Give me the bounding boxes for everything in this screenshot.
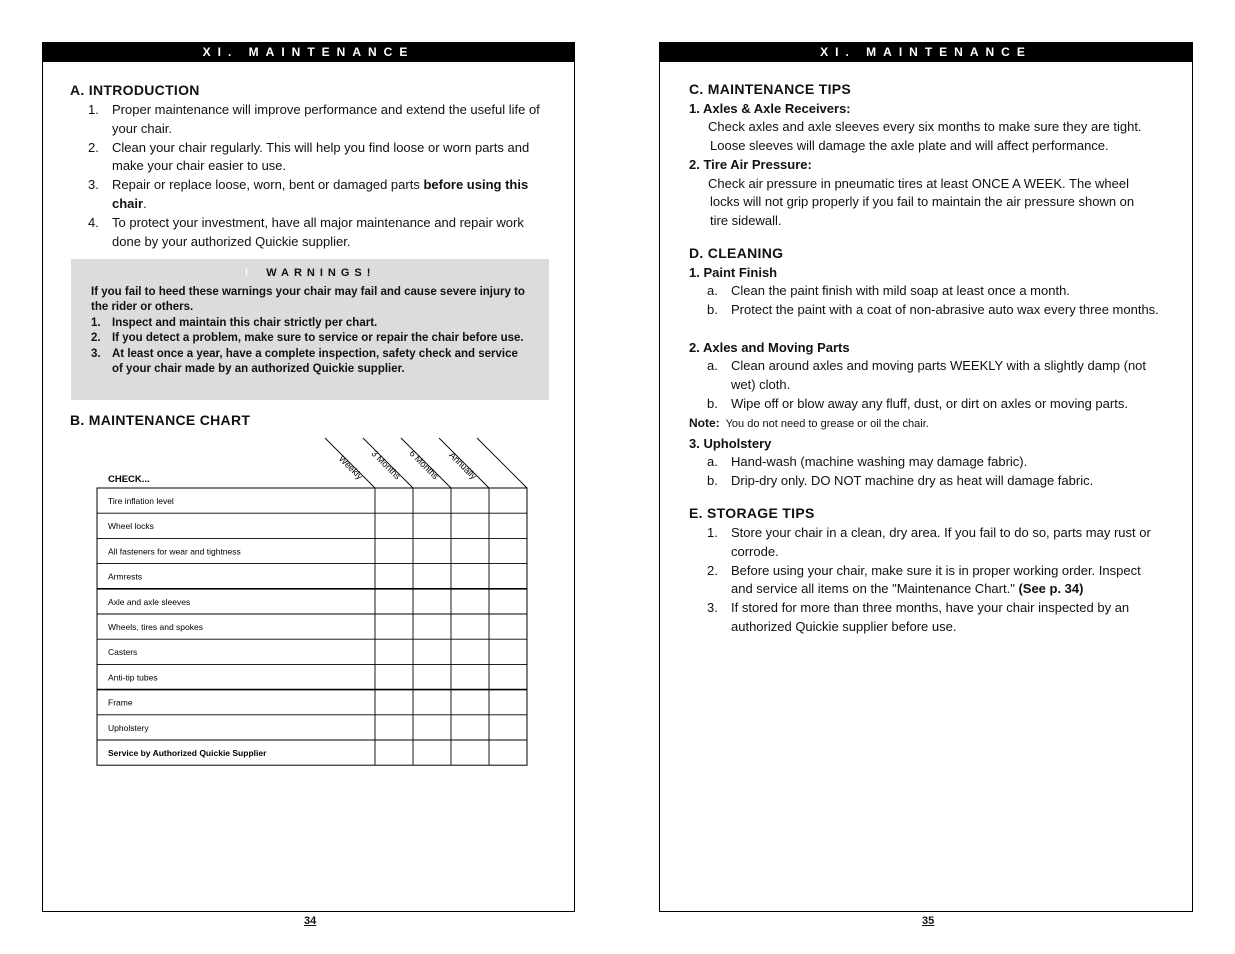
upholstery-list (689, 453, 1159, 491)
tips-tire-text: locks will not grip properly if you fail to maintain the air pressure shown on (710, 194, 1135, 209)
list-item: b. Drip-dry only. DO NOT machine dry as heat will damage fabric. (707, 472, 1094, 488)
storage-list (689, 524, 1159, 637)
column-label: Annually (447, 449, 479, 482)
row-label: Axle and axle sleeves (108, 596, 191, 607)
warning-item: 3. At least once a year, have a complete inspection, safety check and service of your chair made by an authorized Quickie supplier. (91, 347, 518, 375)
check-label: CHECK... (108, 474, 150, 485)
row-label: Service by Authorized Quickie Supplier (108, 748, 267, 758)
tips-heading: C. MAINTENANCE TIPS (689, 81, 852, 97)
axles-moving-list (689, 357, 1159, 413)
page-number: 34 (304, 915, 317, 927)
column-label: Weekly (336, 453, 365, 482)
axles-moving-title: 2. Axles and Moving Parts (689, 340, 850, 355)
page-right (659, 42, 1193, 927)
row-label: Frame (108, 697, 133, 708)
cleaning-heading: D. CLEANING (689, 245, 784, 261)
tips-tire-text: tire sidewall. (710, 213, 782, 228)
upholstery-title: 3. Upholstery (689, 436, 772, 451)
list-item: a. Clean the paint finish with mild soap at least once a month. (707, 283, 1070, 298)
row-label: All fasteners for wear and tightness (108, 546, 241, 557)
warning-title: ! WARNINGS! (244, 267, 376, 279)
maintenance-chart (95, 436, 535, 776)
chart-heading: B. MAINTENANCE CHART (70, 412, 251, 428)
list-item: 4. To protect your investment, have all major maintenance and repair work done by your authorized Quickie supplier. (88, 214, 524, 249)
row-label: Wheels, tires and spokes (108, 622, 203, 632)
intro-heading: A. INTRODUCTION (70, 82, 200, 98)
warning-box (71, 259, 549, 400)
row-label: Upholstery (108, 722, 149, 733)
list-item: 3. Repair or replace loose, worn, bent or damaged parts before using this chair. (88, 177, 529, 211)
list-item: 1. Store your chair in a clean, dry area. If you fail to do so, parts may rust or corrode. (707, 525, 1151, 559)
intro-list (70, 101, 540, 251)
list-item: 1. Proper maintenance will improve performance and extend the useful life of your chair. (88, 102, 540, 136)
column-label: 6 Months (407, 448, 441, 482)
list-item: a. Clean around axles and moving parts WEEKLY with a slightly damp (not wet) cloth. (707, 358, 1147, 392)
list-item: 2. Before using your chair, make sure it is in proper working order. Inspect and service all items on the "Maintenance Chart." (See p. 34) (707, 562, 1141, 597)
page-header: XI. MAINTENANCE (43, 42, 574, 62)
page-header: XI. MAINTENANCE (660, 42, 1192, 62)
row-label: Armrests (108, 571, 142, 582)
list-item: 2. Clean your chair regularly. This will help you find loose or worn parts and make your chair easier to use. (88, 139, 530, 174)
list-item: a. Hand-wash (machine washing may damage fabric). (707, 454, 1028, 469)
note: Note: You do not need to grease or oil the chair. (689, 416, 929, 430)
warning-item: 1. Inspect and maintain this chair strictly per chart. (91, 316, 378, 329)
list-item: 3. If stored for more than three months, have your chair inspected by an authorized Quickie supplier before use. (707, 600, 1130, 634)
warning-item: 2. If you detect a problem, make sure to service or repair the chair before use. (91, 332, 524, 344)
list-item: b. Wipe off or blow away any fluff, dust, or dirt on axles or moving parts. (707, 395, 1128, 411)
paint-list (689, 282, 1159, 320)
tips-tire-text: Check air pressure in pneumatic tires at least ONCE A WEEK. The wheel (708, 176, 1129, 191)
storage-heading: E. STORAGE TIPS (689, 505, 815, 521)
row-label: Anti-tip tubes (108, 672, 158, 683)
row-label: Tire inflation level (108, 496, 174, 506)
chart-grid (97, 438, 527, 765)
tips-axles-text: Check axles and axle sleeves every six months to make sure they are tight. (708, 119, 1142, 134)
header-diagonal (477, 438, 527, 488)
warning-lead: If you fail to heed these warnings your chair may fail and cause severe injury to the rider or others. (91, 285, 525, 313)
paint-title: 1. Paint Finish (689, 265, 778, 280)
row-label: Casters (108, 647, 138, 658)
row-label: Wheel locks (108, 521, 154, 532)
tips-axles-text: Loose sleeves will damage the axle plate and will affect performance. (710, 138, 1109, 153)
page-number: 35 (922, 915, 935, 927)
warning-icon: ! (244, 267, 249, 279)
column-label: 3 Months (369, 448, 403, 482)
page-left (42, 42, 575, 927)
tips-tire-title: 2. Tire Air Pressure: (689, 157, 812, 172)
list-item: b. Protect the paint with a coat of non-abrasive auto wax every three months. (707, 301, 1159, 317)
tips-axles-title: 1. Axles & Axle Receivers: (689, 101, 851, 116)
